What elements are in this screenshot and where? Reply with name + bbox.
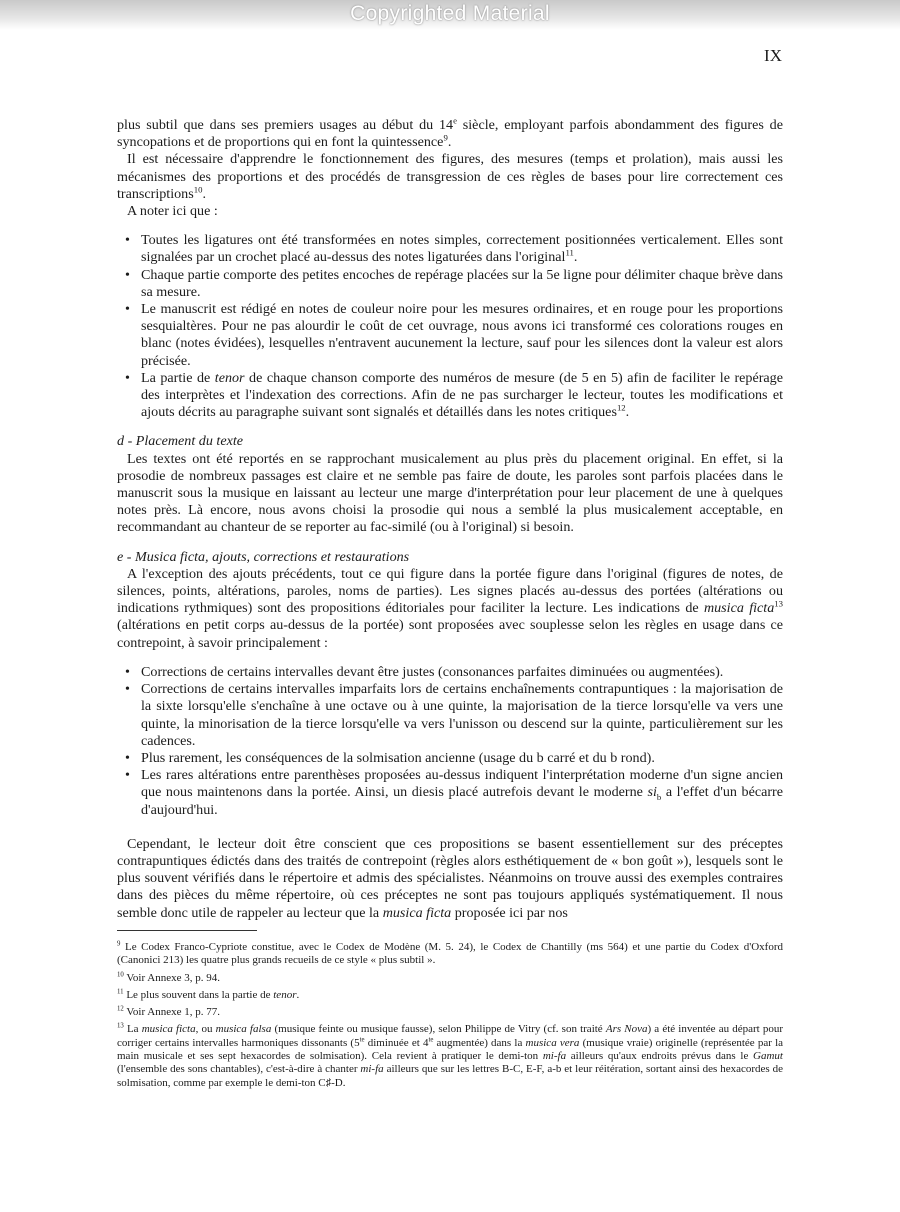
footnote-ref[interactable]: 10	[193, 184, 203, 195]
bullet-list-conventions	[117, 232, 783, 421]
footnotes	[117, 930, 783, 1094]
footnote-ref[interactable]: 12	[616, 402, 626, 413]
footnote: $^9$ Le Codex Franco-Cypriote constitue, avec le Codex de Modène (M. 5. 24), le Codex de Chantilly (ms 564) et une partie du Codex d'Oxford (Canonici 213) les quatre plus grands recueils de ce style « plus subtil ».	[117, 940, 783, 967]
list-item: • Le manuscrit est rédigé en notes de couleur noire pour les mesures ordinaires, et en rouge pour les proportions sesquialtères. Pour ne pas alourdir le coût de cet ouvrage, nous avons ici transformé ces colorations rouges en blanc (notes évidées), lesquelles n'entravent aucunement la lecture, sauf pour les silences dont la valeur est alors précisée.	[117, 301, 783, 370]
footnote: $^{13}$ La musica ficta, ou musica falsa (musique feinte ou musique fausse), selon Philippe de Vitry (cf. son traité Ars Nova) a été inventée au départ pour corriger certains intervalles harmoniques dissonants ($5^{te}$ diminuée et $4^{te}$ augmentée) dans la musica vera (musique vraie) originelle (représentée par la main musicale et ses sept hexacordes de solmisation). Cela revient à pratiquer le demi-ton mi-fa ailleurs qu'aux endroits prévus dans le Gamut (l'ensemble des sons chantables), c'est-à-dire à chanter mi-fa ailleurs que sur les lettres B-C, E-F, a-b et leur réitération, sortant ainsi des hexacordes de solmisation, comme par exemple le demi-ton C♯-D.	[117, 1022, 784, 1089]
list-item: • Toutes les ligatures ont été transformées en notes simples, correctement positionnées verticalement. Elles sont signalées par un crochet placé au-dessus des notes ligaturées dans l'original$^{11}$.	[117, 232, 783, 266]
list-item: • Corrections de certains intervalles devant être justes (consonances parfaites diminuées ou augmentées).	[117, 664, 783, 681]
list-item: • La partie de tenor de chaque chanson comporte des numéros de mesure (de 5 en 5) afin de faciliter le repérage des interprètes et l'indexation des corrections. Afin de ne pas surcharger le lecteur, toutes les modifications et ajouts décrits au paragraphe suivant sont signalés et détaillés dans les notes critiques$^{12}$.	[117, 370, 783, 422]
bullet-list-ficta	[117, 664, 783, 819]
copyright-watermark: Copyrighted Material	[350, 2, 550, 25]
paragraph: A l'exception des ajouts précédents, tout ce qui figure dans la portée figure dans l'original (figures de notes, de silences, points, altérations, paroles, noms de parties). Les signes placés au-dessus des portées (altérations ou indications rythmiques) sont des propositions éditoriales pour faciliter la lecture. Les indications de musica ficta$^{13}$ (altérations en petit corps au-dessus de la portée) sont proposées avec souplesse selon les règles en usage dans ce contrepoint, à savoir principalement :	[117, 565, 783, 651]
body-text	[117, 117, 783, 922]
footnote-ref[interactable]: 13	[774, 598, 783, 609]
section-heading-e: e - Musica ficta, ajouts, corrections et restaurations	[117, 548, 410, 565]
footnote-divider	[117, 930, 257, 931]
paragraph: plus subtil que dans ses premiers usages au début du 14e siècle, employant parfois abondamment des figures de syncopations et de proportions qui en font la quintessence$^9$.	[117, 115, 783, 151]
footnote: $^{11}$ Le plus souvent dans la partie de tenor.	[117, 988, 300, 1001]
list-item: • Chaque partie comporte des petites encoches de repérage placées sur la 5e ligne pour délimiter chaque brève dans sa mesure.	[117, 267, 783, 301]
list-item: • Les rares altérations entre parenthèses proposées au-dessus indiquent l'interprétation moderne d'un signe ancien que nous maintenons dans la portée. Ainsi, un diesis placé autrefois devant le moderne $si_b$ a l'effet d'un bécarre d'aujourd'hui.	[117, 767, 783, 819]
page-number: IX	[764, 46, 782, 65]
paragraph: A noter ici que :	[127, 203, 218, 220]
footnote: $^{12}$ Voir Annexe 1, p. 77.	[117, 1005, 220, 1019]
list-item: • Corrections de certains intervalles imparfaits lors de certains enchaînements contrapuntiques : la majorisation de la sixte lorsqu'elle s'enchaîne à une octave ou à une quinte, la majorisation de la tierce lorsqu'elle va vers une quinte, la minorisation de la tierce lorsqu'elle va vers l'unisson ou descend sur la quinte, particulièrement sur les cadences.	[117, 681, 783, 750]
section-heading-d: d - Placement du texte	[117, 433, 244, 450]
paragraph: Cependant, le lecteur doit être conscient que ces propositions se basent essentiellement sur des préceptes contrapuntiques édictés dans des traités de contrepoint (règles alors esthétiquement de « bon goût »), lesquels sont le plus souvent vérifiés dans le répertoire et admis des spécialistes. Néanmoins on trouve aussi des exemples contraires dans des pièces du même répertoire, où ces préceptes ne sont pas toujours appliqués systématiquement. Il nous semble donc utile de rappeler au lecteur que la musica ficta proposée ici par nos	[117, 835, 783, 921]
list-item: • Plus rarement, les conséquences de la solmisation ancienne (usage du b carré et du b rond).	[117, 750, 783, 767]
footnote: $^{10}$ Voir Annexe 3, p. 94.	[117, 970, 220, 984]
footnote-ref[interactable]: 9	[443, 132, 448, 143]
paragraph: Il est nécessaire d'apprendre le fonctionnement des figures, des mesures (temps et prolation), mais aussi les mécanismes des proportions et des procédés de transgression de ces règles de bases pour lire correctement ces transcriptions$^{10}$.	[117, 151, 783, 202]
footnote-ref[interactable]: 11	[565, 247, 574, 258]
paragraph: Les textes ont été reportés en se rapprochant musicalement au plus près du placement original. En effet, si la prosodie de nombreux passages est claire et ne semble pas faire de doute, les paroles sont parfois placées dans le manuscrit sous la musique en laissant au lecteur une marge d'interprétation pour leur placement de une à quelques notes près. Là encore, nous avons choisi la prosodie qui nous a semblé la plus musicalement acceptable, en recommandant au chanteur de se reporter au fac-similé (ou à l'original) si besoin.	[117, 450, 783, 536]
